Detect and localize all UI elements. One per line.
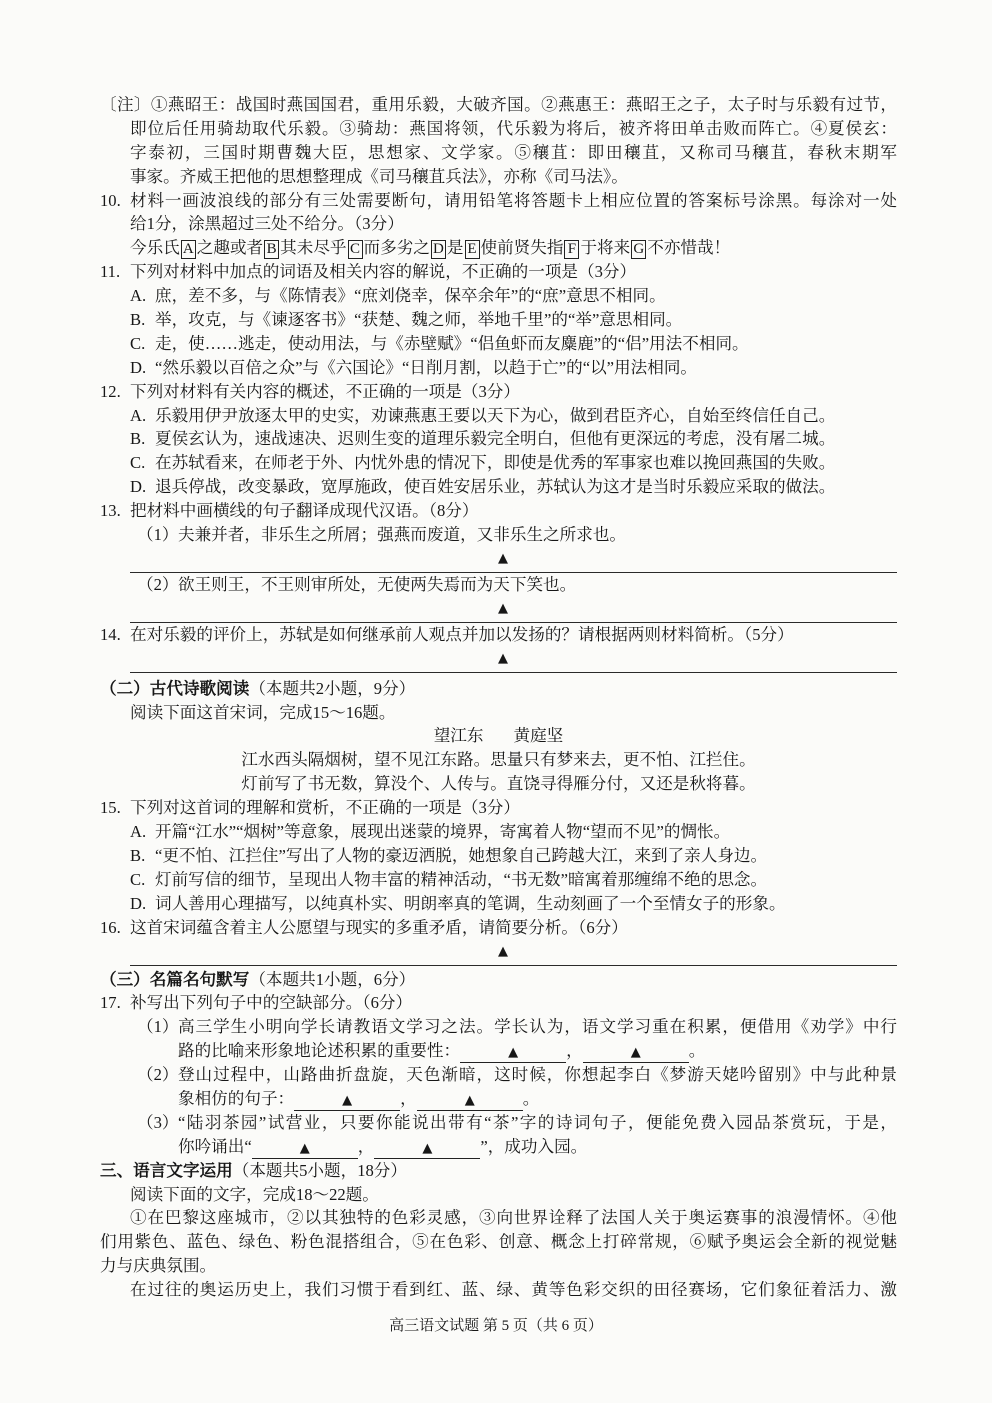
q17-item-2-line-1 — [100, 1063, 897, 1087]
q10-sentence — [100, 236, 897, 260]
break-mark-b: B — [264, 240, 279, 259]
item-text: 象相仿的句子： — [178, 1088, 295, 1108]
sentence-part: 今乐氏 — [130, 238, 180, 258]
fill-blank: ▲ — [374, 1141, 480, 1159]
option-text: 退兵停战，改变暴政，宽厚施政，使百姓安居乐业，苏轼认为这才是当时乐毅应采取的做法。 — [155, 477, 836, 497]
page-footer: 高三语文试题 第 5 页（共 6 页） — [389, 1318, 603, 1334]
q10-line-1 — [100, 189, 897, 213]
fill-blank: ▲ — [460, 1045, 566, 1063]
q12-option-b — [100, 427, 897, 451]
part-title: 三、语言文字运用 — [100, 1160, 233, 1180]
break-mark-a: A — [181, 240, 196, 259]
option-text: “然乐毅以百倍之众”与《六国论》“日削月割，以趋于亡”的“以”用法相同。 — [155, 357, 698, 377]
section-heading-poetry — [100, 677, 897, 701]
question-number: 14. — [100, 624, 121, 644]
poem-text: 江水西头隔烟树，望不见江东路。思量只有梦来去，更不怕、江拦住。 — [241, 750, 756, 770]
break-mark-g: G — [631, 240, 646, 259]
fill-blank: ▲ — [294, 1093, 400, 1111]
answer-line — [130, 940, 897, 966]
option-key: B. — [130, 429, 146, 449]
option-text: 举，攻克，与《谏逐客书》“获楚、魏之师，举地千里”的“举”意思相同。 — [155, 310, 683, 330]
sentence-part: 不亦惜哉！ — [647, 238, 731, 258]
passage-p2-line-1 — [100, 1278, 897, 1302]
note-text: 字泰初，三国时期曹魏大臣，思想家、文学家。⑤穰苴：即田穰苴，又称司马穰苴，春秋末期军 — [130, 142, 897, 162]
section-info: （本题共1小题，6分） — [249, 969, 416, 989]
question-number: 17. — [100, 993, 121, 1013]
option-key: C. — [130, 869, 146, 889]
option-key: B. — [130, 310, 146, 330]
answer-line — [130, 547, 897, 573]
option-text: 乐毅用伊尹放逐太甲的史实，劝谏燕惠王要以天下为心，做到君臣齐心，自始至终信任自己。 — [155, 405, 836, 425]
q10-stem: 给1分，涂黑超过三处不给分。（3分） — [130, 214, 404, 234]
q15-option-a — [100, 820, 897, 844]
passage-text: 力与庆典氛围。 — [100, 1256, 217, 1276]
sentence-part: 而多劣之 — [363, 238, 430, 258]
poem-line-2 — [100, 772, 897, 796]
q13-stem-row — [100, 499, 897, 523]
poem-text: 灯前写了书无数，算没个、人传与。直饶寻得雁分付，又还是秋将暮。 — [241, 774, 756, 794]
exam-page — [100, 93, 897, 1302]
q17-item-3-line-2 — [100, 1135, 897, 1159]
note-line-4 — [100, 165, 897, 189]
q11-stem-row — [100, 260, 897, 284]
q11-option-d — [100, 356, 897, 380]
option-text: 夏侯玄认为，速战速决、迟则生变的道理乐毅完全明白，但他有更深远的考虑，没有屠二城。 — [155, 429, 836, 449]
option-key: B. — [130, 845, 146, 865]
item-key: （3） — [137, 1112, 179, 1132]
sentence-part: 于将来 — [580, 238, 631, 258]
q11-option-c — [100, 332, 897, 356]
q15-stem-row — [100, 796, 897, 820]
option-key: C. — [130, 453, 146, 473]
part-instruction — [100, 1183, 897, 1207]
fill-blank: ▲ — [583, 1045, 689, 1063]
sentence-part: 使前贤失指 — [480, 238, 564, 258]
answer-line — [130, 647, 897, 673]
item-key: （2） — [137, 574, 179, 594]
question-number: 11. — [100, 262, 121, 282]
q16-stem-row — [100, 916, 897, 940]
break-mark-f: F — [564, 240, 579, 259]
note-text: 即位后任用骑劫取代乐毅。③骑劫：燕国将领，代乐毅为将后，被齐将田单击败而阵亡。④夏侯玄： — [130, 118, 897, 138]
answer-triangle-icon: ▲ — [498, 550, 508, 566]
answer-line — [130, 597, 897, 623]
q11-option-a — [100, 284, 897, 308]
q16-stem: 这首宋词蕴含着主人公愿望与现实的多重矛盾，请简要分析。（6分） — [130, 917, 628, 937]
q15-option-d — [100, 892, 897, 916]
note-line-1 — [100, 93, 897, 117]
section-instruction — [100, 701, 897, 725]
item-key: （2） — [137, 1065, 179, 1085]
option-key: C. — [130, 333, 146, 353]
q11-stem: 下列对材料中加点的词语及相关内容的解说，不正确的一项是（3分） — [130, 262, 637, 282]
q10-line-2 — [100, 212, 897, 236]
break-mark-c: C — [348, 240, 363, 259]
note-line-2 — [100, 117, 897, 141]
option-text: 灯前写信的细节，呈现出人物丰富的精神活动，“书无数”暗寓着那缠绵不绝的思念。 — [155, 869, 768, 889]
instruction-text: 阅读下面的文字，完成18～22题。 — [130, 1184, 379, 1204]
item-key: （1） — [137, 525, 179, 545]
note-text: ①燕昭王：战国时燕国国君，重用乐毅，大破齐国。②燕惠王：燕昭王之子，太子时与乐毅有过节， — [150, 95, 898, 114]
option-key: A. — [130, 822, 147, 842]
item-text: 欲王则王，不王则审所处，无使两失焉而为天下笑也。 — [178, 574, 577, 594]
part-info: （本题共5小题，18分） — [232, 1160, 407, 1180]
break-mark-e: E — [465, 240, 480, 259]
sentence-part: 之趣或者 — [196, 238, 264, 258]
q12-option-c — [100, 451, 897, 475]
item-text: 。 — [522, 1088, 540, 1108]
q17-item-1-line-1 — [100, 1015, 897, 1039]
question-number: 10. — [100, 190, 121, 210]
q17-item-2-line-2 — [100, 1087, 897, 1111]
q15-stem: 下列对这首词的理解和赏析，不正确的一项是（3分） — [130, 798, 520, 818]
section-info: （本题共2小题，9分） — [249, 678, 416, 698]
note-text: 事家。齐威王把他的思想整理成《司马穰苴兵法》，亦称《司马法》。 — [130, 166, 628, 186]
q12-option-a — [100, 404, 897, 428]
q14-stem-row — [100, 623, 897, 647]
item-text: 你吟诵出“ — [178, 1136, 252, 1156]
q13-stem: 把材料中画横线的句子翻译成现代汉语。（8分） — [130, 501, 479, 521]
item-text: 路的比喻来形象地论述积累的重要性： — [178, 1041, 461, 1061]
option-text: 庶，差不多，与《陈情表》“庶刘侥幸，保卒余年”的“庶”意思不相同。 — [155, 286, 666, 306]
q12-stem-row — [100, 380, 897, 404]
section-heading-recitation — [100, 968, 897, 992]
poem-line-1 — [100, 748, 897, 772]
item-text: ”，成功入园。 — [480, 1136, 588, 1156]
poem-title: 望江东 — [433, 726, 484, 746]
q15-option-b — [100, 844, 897, 868]
option-text: “更不怕、江拦住”写出了人物的豪迈洒脱，她想象自己跨越大江，来到了亲人身边。 — [155, 845, 768, 865]
q13-item-1 — [100, 523, 897, 547]
fill-blank: ▲ — [252, 1141, 358, 1159]
q14-stem: 在对乐毅的评价上，苏轼是如何继承前人观点并加以发扬的？请根据两则材料简析。（5分） — [130, 624, 794, 644]
sentence-part: 其未尽乎 — [280, 238, 347, 258]
option-text: 走，使……逃走，使动用法，与《赤壁赋》“侣鱼虾而友麋鹿”的“侣”用法不相同。 — [155, 333, 749, 353]
passage-text: 在过往的奥运历史上，我们习惯于看到红、蓝、绿、黄等色彩交织的田径赛场，它们象征着活力、激 — [130, 1280, 897, 1300]
q10-stem: 材料一画波浪线的部分有三处需要断句，请用铅笔将答题卡上相应位置的答案标号涂黑。每涂对一处 — [130, 190, 897, 210]
passage-p1-line-1 — [100, 1206, 897, 1230]
item-text: ， — [566, 1041, 583, 1061]
poem-author: 黄庭坚 — [513, 726, 564, 746]
q12-option-d — [100, 475, 897, 499]
part-heading-language-use — [100, 1159, 897, 1183]
q17-stem-row — [100, 991, 897, 1015]
instruction-text: 阅读下面这首宋词，完成15～16题。 — [130, 702, 396, 722]
option-key: A. — [130, 405, 147, 425]
q12-stem: 下列对材料有关内容的概述，不正确的一项是（3分） — [130, 381, 520, 401]
question-number: 15. — [100, 798, 121, 818]
q11-option-b — [100, 308, 897, 332]
answer-triangle-icon: ▲ — [498, 650, 508, 666]
sentence-part: 是 — [446, 238, 464, 258]
passage-text: 们用紫色、蓝色、绿色、粉色混搭组合，⑤在色彩、创意、概念上打碎常规，⑥赋予奥运会全新的视觉魅 — [100, 1232, 897, 1252]
option-key: D. — [130, 477, 147, 497]
item-text: ， — [357, 1136, 375, 1156]
item-text: “陆羽茶园”试营业，只要你能说出带有“茶”字的诗词句子，便能免费入园品茶赏玩，于是， — [178, 1112, 897, 1132]
fill-blank: ▲ — [417, 1093, 523, 1111]
option-text: 词人善用心理描写，以纯真朴实、明朗率真的笔调，生动刻画了一个至情女子的形象。 — [155, 893, 786, 913]
passage-p1-line-3 — [100, 1254, 897, 1278]
question-number: 16. — [100, 917, 121, 937]
question-number: 12. — [100, 381, 121, 401]
q17-item-3-line-1 — [100, 1111, 897, 1135]
item-key: （1） — [137, 1017, 179, 1037]
q17-stem: 补写出下列句子中的空缺部分。（6分） — [130, 993, 413, 1013]
note-line-3 — [100, 141, 897, 165]
poem-heading — [100, 724, 897, 748]
q15-option-c — [100, 868, 897, 892]
option-text: 开篇“江水”“烟树”等意象，展现出迷蒙的境界，寄寓着人物“望而不见”的惆怅。 — [155, 822, 731, 842]
section-title: （二）古代诗歌阅读 — [100, 678, 250, 698]
option-text: 在苏轼看来，在师老于外、内忧外患的情况下，即使是优秀的军事家也难以挽回燕国的失败。 — [155, 453, 836, 473]
q13-item-2 — [100, 573, 897, 597]
passage-text: ①在巴黎这座城市，②以其独特的色彩灵感，③向世界诠释了法国人关于奥运赛事的浪漫情怀。④他 — [130, 1208, 897, 1228]
break-mark-d: D — [431, 240, 446, 259]
answer-triangle-icon: ▲ — [498, 943, 508, 959]
passage-p1-line-2 — [100, 1230, 897, 1254]
option-key: A. — [130, 286, 147, 306]
option-key: D. — [130, 893, 147, 913]
item-text: 。 — [688, 1041, 706, 1061]
option-key: D. — [130, 357, 147, 377]
answer-triangle-icon: ▲ — [498, 600, 508, 616]
section-title: （三）名篇名句默写 — [100, 969, 250, 989]
item-text: 高三学生小明向学长请教语文学习之法。学长认为，语文学习重在积累，便借用《劝学》中行 — [178, 1017, 897, 1037]
item-text: 夫兼并者，非乐生之所屑；强燕而废道，又非乐生之所求也。 — [178, 525, 627, 545]
item-text: 登山过程中，山路曲折盘旋，天色渐暗，这时候，你想起李白《梦游天姥吟留别》中与此种景 — [178, 1065, 897, 1085]
question-number: 13. — [100, 501, 121, 521]
q17-item-1-line-2 — [100, 1039, 897, 1063]
item-text: ， — [400, 1088, 417, 1108]
note-label: 〔注〕 — [100, 95, 151, 114]
